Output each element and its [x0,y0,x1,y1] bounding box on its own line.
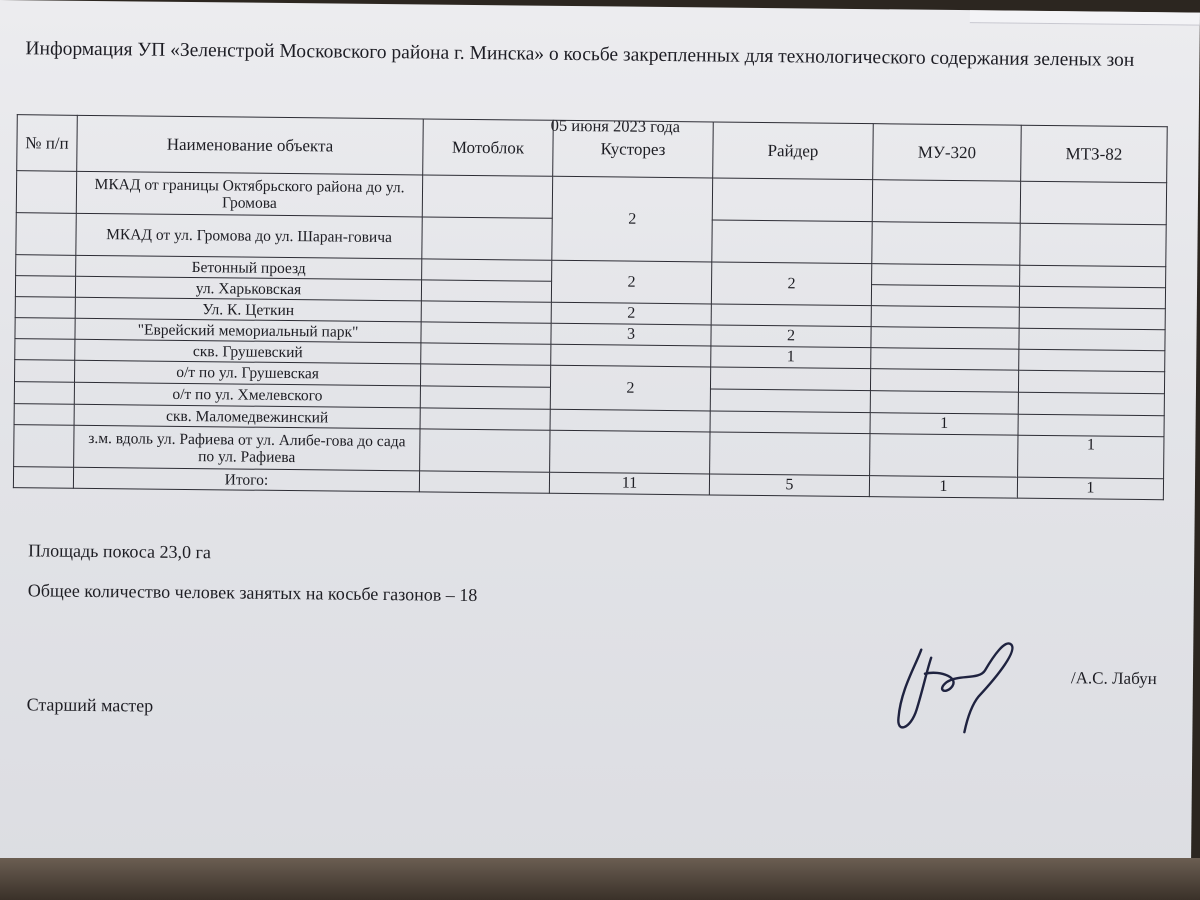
signer-name: /А.С. Лабун [1070,668,1157,689]
row-name: о/т по ул. Хмелевского [74,382,420,408]
cell-kustorez-ot: 2 [550,365,710,411]
handwritten-signature [880,629,1031,741]
header-rider: Райдер [713,122,874,180]
total-kustorez: 11 [549,472,709,495]
header-name: Наименование объекта [77,115,424,175]
table-surface [0,858,1200,900]
total-rider: 5 [709,474,869,497]
mowing-area-text: Площадь покоса 23,0 га [28,540,212,563]
total-label: Итого: [73,467,419,492]
cell-rider-park: 2 [711,325,871,348]
people-count-text: Общее количество человек занятых на косьбе газонов – 18 [27,580,478,606]
row-name: Бетонный проезд [76,255,422,280]
row-name: МКАД от ул. Громова до ул. Шаран-говича [76,213,422,259]
cell-kustorez-cetkin: 2 [551,302,711,325]
header-kustorez: Кусторез [553,120,714,178]
total-mu320: 1 [869,476,1017,499]
row-name: з.м. вдоль ул. Рафиева от ул. Алибе-гова до сада по ул. Рафиева [74,425,420,471]
total-mtz82: 1 [1017,477,1163,500]
cell-mu320-malomed: 1 [870,413,1018,436]
header-mtz82: МТЗ-82 [1021,125,1168,183]
cell-kustorez-beton: 2 [551,260,711,304]
row-name: МКАД от границы Октябрьского района до ул. Громова [76,171,422,217]
position-title: Старший мастер [26,694,154,716]
row-name: скв. Маломедвежинский [74,404,420,429]
header-num: № п/п [17,115,78,172]
cell-kustorez-mkad: 2 [552,176,713,262]
document-title: Информация УП «Зеленстрой Московского района г. Минска» о косьбе закрепленных для технологического содержания зеленых зон [25,38,1135,71]
header-mu320: МУ-320 [873,124,1022,182]
row-name: ул. Харьковская [75,276,421,301]
row-name: о/т по ул. Грушевская [75,360,421,386]
cell-kustorez-park: 3 [551,323,711,346]
mowing-table [13,114,1168,500]
paper-corner [970,10,1200,25]
cell-mtz82-rafieva: 1 [1018,435,1164,479]
header-motoblok: Мотоблок [423,119,554,176]
row-name: скв. Грушевский [75,339,421,364]
cell-rider-grush: 1 [711,346,871,369]
row-name: Ул. К. Цеткин [75,297,421,322]
row-name: "Еврейский мемориальный парк" [75,318,421,343]
report-date: 05 июня 2023 года [550,115,681,137]
cell-rider-beton: 2 [711,262,871,306]
